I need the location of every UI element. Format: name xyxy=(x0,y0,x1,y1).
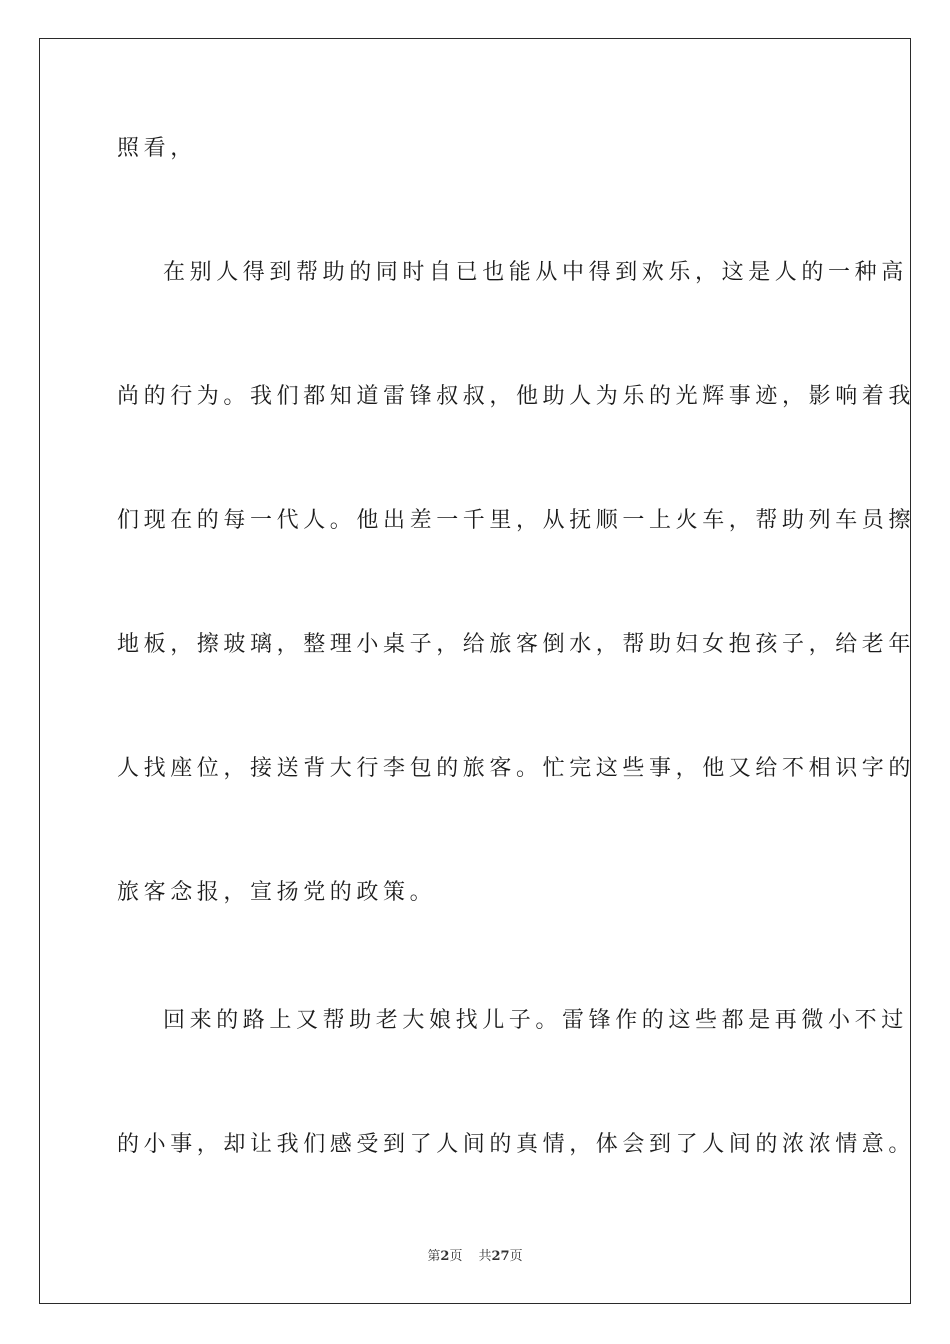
page-border xyxy=(39,38,916,1304)
page-total: 共27页 xyxy=(478,1249,523,1264)
page-number: 第2页 xyxy=(427,1249,463,1264)
text-line-2: 在别人得到帮助的同时自已也能从中得到欢乐，这是人的一种高 xyxy=(163,260,908,285)
text-line-8: 回来的路上又帮助老大娘找儿子。雷锋作的这些都是再微小不过 xyxy=(163,1008,908,1033)
text-line-9: 的小事，却让我们感受到了人间的真情，体会到了人间的浓浓情意。 xyxy=(117,1132,916,1157)
text-line-6: 人找座位，接送背大行李包的旅客。忙完这些事，他又给不相识字的 xyxy=(117,756,916,781)
page-footer xyxy=(0,1248,950,1266)
text-line-3: 尚的行为。我们都知道雷锋叔叔，他助人为乐的光辉事迹，影响着我 xyxy=(117,384,916,409)
text-line-5: 地板，擦玻璃，整理小桌子，给旅客倒水，帮助妇女抱孩子，给老年 xyxy=(117,632,916,657)
text-line-4: 们现在的每一代人。他出差一千里，从抚顺一上火车，帮助列车员擦 xyxy=(117,508,916,533)
text-line-7: 旅客念报，宣扬党的政策。 xyxy=(117,880,437,905)
text-line-1: 照看， xyxy=(117,136,197,161)
